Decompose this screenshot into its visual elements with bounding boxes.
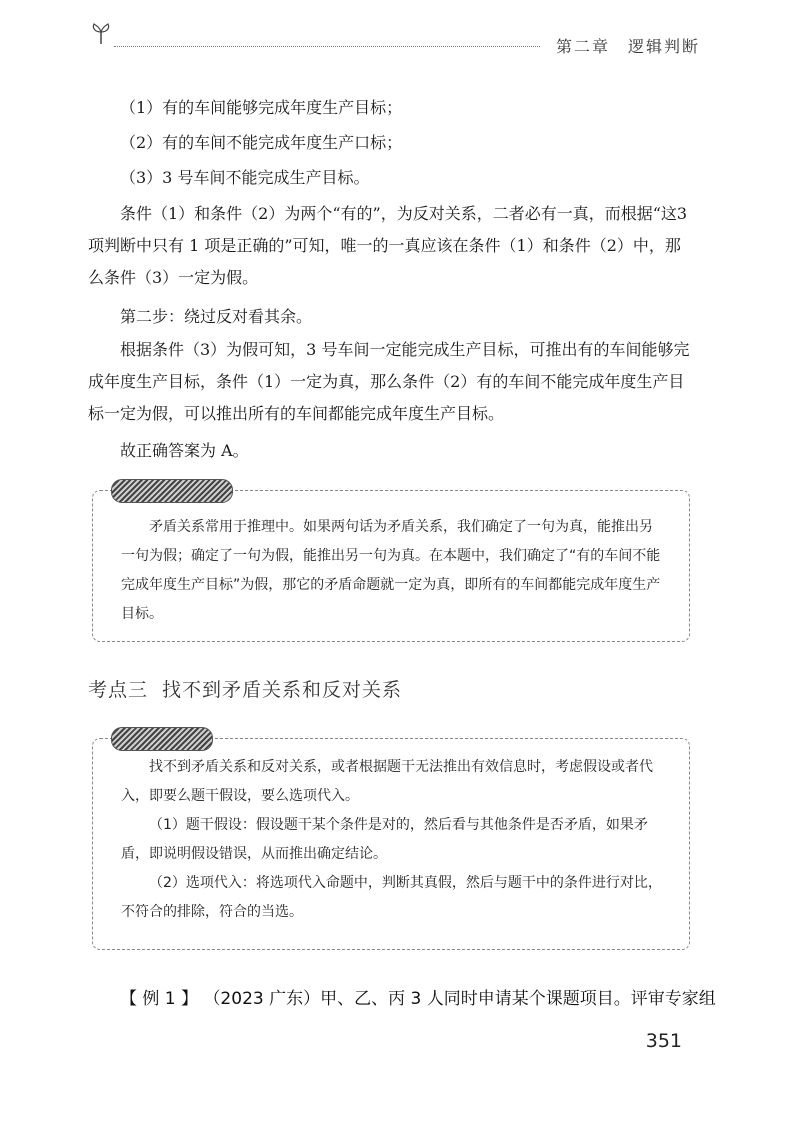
- condition-1: （1）有的车间能够完成年度生产目标；: [120, 98, 403, 117]
- step-2-heading: 第二步：绕过反对看其余。: [120, 307, 313, 326]
- chapter-number: 第二章: [555, 37, 610, 56]
- chapter-heading: [556, 34, 700, 57]
- example-label: 【 例 1 】: [120, 989, 199, 1009]
- example-text: （2023 广东）甲、乙、丙 3 人同时申请某个课题项目。评审专家组: [203, 989, 716, 1009]
- header-dotted-rule: [114, 46, 540, 47]
- tip-box-2-body: [121, 753, 663, 927]
- tip-box-2-item-1: （1）题干假设：假设题干某个条件是对的，然后看与其他条件是否矛盾，如果矛盾，即说明假设错误，从而推出确定结论。: [121, 817, 648, 862]
- page-number: 351: [645, 1030, 682, 1052]
- condition-2: （2）有的车间不能完成年度生产口标；: [120, 133, 403, 152]
- example-1: [120, 984, 716, 1009]
- condition-3: （3）3 号车间不能完成生产目标。: [120, 168, 370, 187]
- tip-box-2-intro: 找不到矛盾关系和反对关系，或者根据题干无法推出有效信息时，考虑假设或者代入，即要么题干假设，要么选项代入。: [121, 759, 653, 804]
- chapter-title: 逻辑判断: [627, 37, 700, 56]
- answer-line: 故正确答案为 A。: [120, 441, 249, 460]
- tip-badge: [111, 479, 233, 503]
- tip-box-1: [92, 490, 690, 642]
- section-label: 考点三: [88, 679, 149, 701]
- tree-logo-icon: [88, 20, 114, 46]
- analysis-paragraph-1: 条件（1）和条件（2）为两个“有的”，为反对关系，二者必有一真，而根据“这3 项判断中只有 1 项是正确的”可知，唯一的一真应该在条件（1）和条件（2）中，那么条件（3）一定为假。: [88, 204, 688, 287]
- tip-box-2: [92, 738, 690, 950]
- tip-badge: [111, 727, 213, 751]
- tip-box-2-item-2: （2）选项代入：将选项代入命题中，判断其真假，然后与题干中的条件进行对比，不符合的排除，符合的当选。: [121, 875, 662, 920]
- page-header: [88, 18, 700, 58]
- section-heading: [88, 675, 402, 702]
- analysis-paragraph-2: 根据条件（3）为假可知，3 号车间一定能完成生产目标，可推出有的车间能够完成年度生产目标，条件（1）一定为真，那么条件（2）有的车间不能完成年度生产目标一定为假，可以推出所有的车间都能完成年度生产目标。: [88, 340, 690, 423]
- section-title: 找不到矛盾关系和反对关系: [162, 679, 403, 701]
- tip-box-1-body: 矛盾关系常用于推理中。如果两句话为矛盾关系，我们确定了一句为真，能推出另一句为假；确定了一句为假，能推出另一句为真。在本题中，我们确定了“有的车间不能完成年度生产目标”为假，那它的矛盾命题就一定为真，即所有的车间都能完成年度生产目标。: [121, 519, 661, 622]
